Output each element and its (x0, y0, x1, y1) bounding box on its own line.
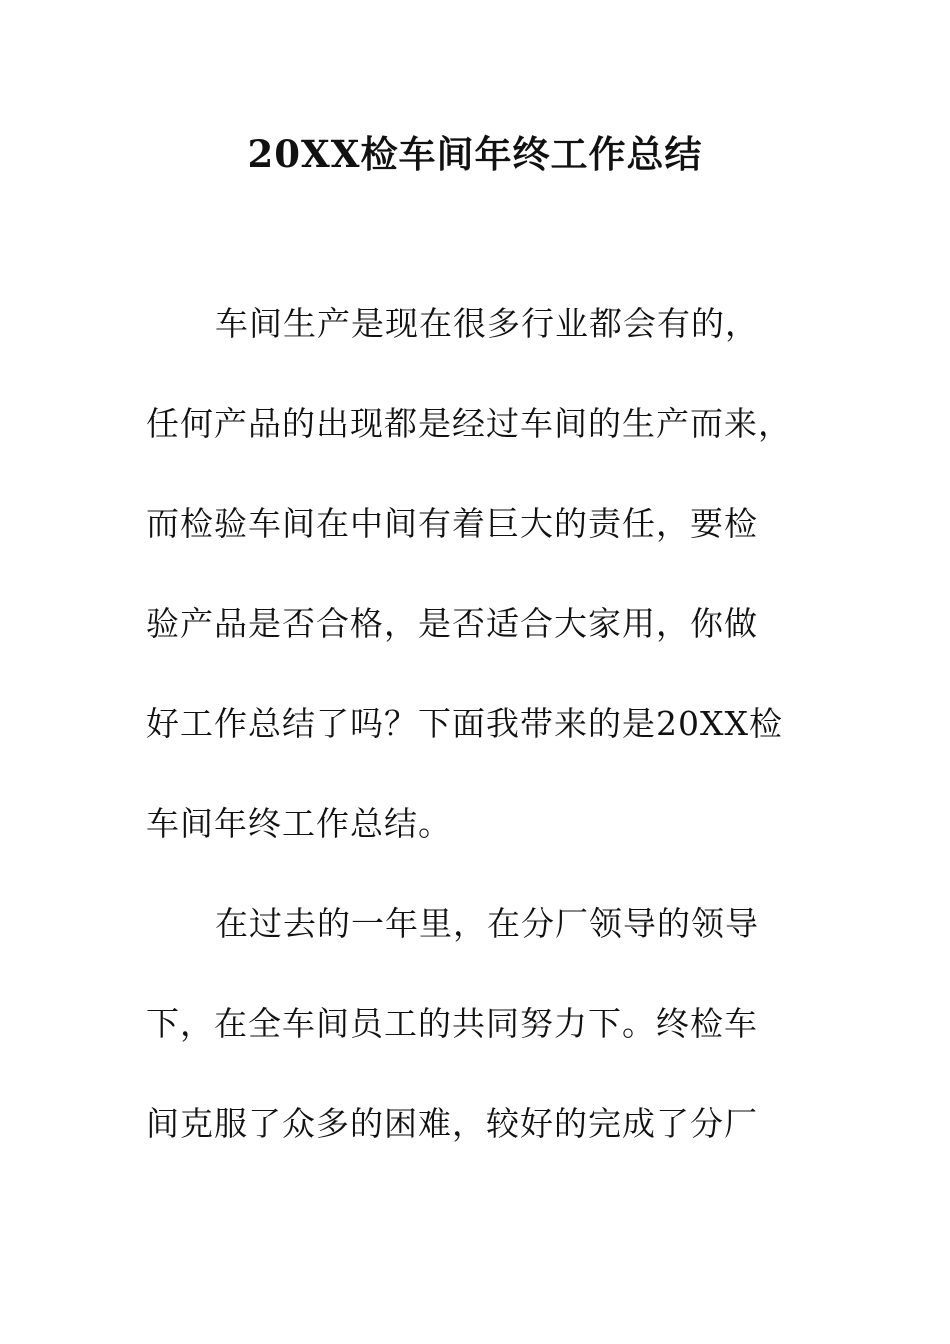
paragraph-1-line-2: 任何产品的出现都是经过车间的生产而来， (146, 404, 792, 443)
document-title: 20XX检车间年终工作总结 (247, 132, 703, 176)
paragraph-2-line-2: 下，在全车间员工的共同努力下。终检车 (146, 1004, 758, 1043)
paragraph-2-line-3: 间克服了众多的困难，较好的完成了分厂 (146, 1104, 758, 1143)
paragraph-2-line-1: 在过去的一年里，在分厂领导的领导 (215, 904, 759, 943)
paragraph-1-line-3: 而检验车间在中间有着巨大的责任，要检 (146, 504, 758, 543)
paragraph-1-line-4: 验产品是否合格，是否适合大家用，你做 (146, 604, 758, 643)
paragraph-1-line-5: 好工作总结了吗？下面我带来的是20XX检 (146, 704, 783, 743)
paragraph-1-line-6: 车间年终工作总结。 (146, 804, 452, 843)
paragraph-1-line-1: 车间生产是现在很多行业都会有的， (215, 304, 759, 343)
